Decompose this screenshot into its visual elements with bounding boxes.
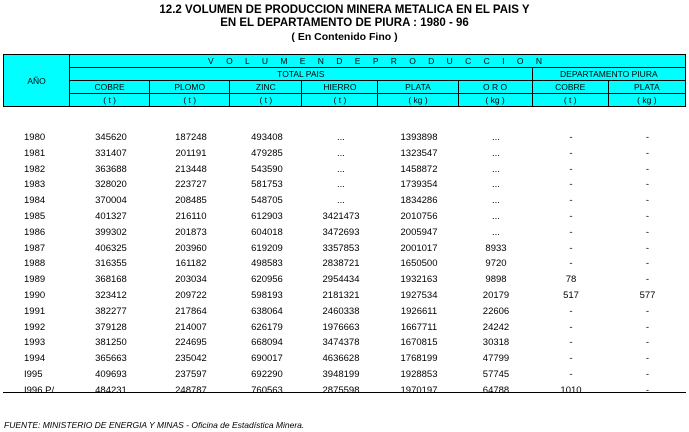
row-cell: 4636628 bbox=[322, 353, 360, 365]
row-cell: - bbox=[569, 242, 573, 254]
table-row bbox=[3, 164, 686, 180]
row-cell: 1739354 bbox=[400, 179, 438, 191]
row-year: 1994 bbox=[24, 353, 46, 365]
row-cell: 3472693 bbox=[322, 226, 360, 238]
row-cell: 382277 bbox=[95, 305, 127, 317]
row-cell: ... bbox=[337, 147, 345, 159]
row-year: 1992 bbox=[24, 321, 46, 333]
row-cell: 248787 bbox=[175, 384, 207, 396]
row-cell: 1393898 bbox=[400, 132, 438, 143]
row-cell: 363688 bbox=[95, 163, 127, 175]
row-cell: 201873 bbox=[175, 226, 207, 238]
col-unit-zinc: ( t ) bbox=[230, 94, 302, 107]
row-cell: 2875598 bbox=[322, 384, 360, 396]
table-row bbox=[3, 337, 686, 353]
row-cell: ... bbox=[492, 195, 500, 207]
row-cell: 214007 bbox=[175, 321, 207, 333]
row-cell: 1650500 bbox=[400, 258, 438, 270]
title-line-2: EN EL DEPARTAMENTO DE PIURA : 1980 - 96 bbox=[220, 17, 469, 29]
header-ano: AÑO bbox=[4, 55, 70, 107]
row-cell: ... bbox=[492, 211, 500, 222]
table-row bbox=[3, 385, 686, 401]
row-cell: 379128 bbox=[95, 321, 127, 333]
row-year: 1986 bbox=[24, 226, 46, 238]
row-cell: 620956 bbox=[251, 274, 283, 286]
row-cell: 328020 bbox=[95, 179, 127, 191]
row-cell: 331407 bbox=[95, 147, 127, 159]
row-cell: 365663 bbox=[95, 353, 127, 365]
row-cell: ... bbox=[492, 132, 500, 143]
table-row bbox=[3, 243, 686, 259]
row-year: 1983 bbox=[24, 179, 46, 191]
row-cell: - bbox=[645, 321, 650, 333]
row-year: 1982 bbox=[24, 163, 46, 175]
row-cell: - bbox=[569, 369, 573, 380]
row-cell: 323412 bbox=[95, 290, 127, 301]
row-cell: 203034 bbox=[175, 274, 207, 286]
row-cell: 399302 bbox=[95, 226, 127, 238]
row-year: 1984 bbox=[24, 195, 46, 207]
header-total-pais: TOTAL PAIS bbox=[70, 68, 533, 81]
row-cell: ... bbox=[492, 147, 500, 159]
row-cell: 1010 bbox=[560, 384, 582, 396]
row-cell: - bbox=[645, 163, 650, 175]
row-cell: 213448 bbox=[175, 163, 207, 175]
row-cell: - bbox=[569, 163, 573, 175]
row-cell: 1323547 bbox=[400, 147, 438, 159]
row-cell: ... bbox=[492, 163, 500, 175]
row-cell: 217864 bbox=[175, 305, 207, 317]
row-cell: 1670815 bbox=[400, 337, 438, 349]
row-cell: 1927534 bbox=[400, 290, 438, 301]
row-year: 1989 bbox=[24, 274, 46, 286]
row-year: I996 P/ bbox=[24, 384, 55, 396]
table-body bbox=[3, 118, 686, 396]
col-name-plomo: PLOMO bbox=[150, 81, 230, 94]
row-cell: 57745 bbox=[482, 369, 510, 380]
row-cell: 20179 bbox=[482, 290, 510, 301]
table-row bbox=[3, 211, 686, 227]
row-cell: 1970197 bbox=[400, 384, 438, 396]
table-row bbox=[3, 274, 686, 290]
row-cell: 598193 bbox=[251, 290, 283, 301]
table-header bbox=[3, 54, 686, 107]
table-row bbox=[3, 227, 686, 243]
row-cell: 209722 bbox=[175, 290, 207, 301]
row-cell: 517 bbox=[563, 290, 579, 301]
row-cell: 3357853 bbox=[322, 242, 360, 254]
row-year: 1985 bbox=[24, 211, 46, 222]
row-cell: 8933 bbox=[485, 242, 507, 254]
row-cell: ... bbox=[492, 179, 500, 191]
row-cell: ... bbox=[492, 226, 500, 238]
row-cell: ... bbox=[337, 195, 345, 207]
row-cell: ... bbox=[337, 179, 345, 191]
row-cell: 406325 bbox=[95, 242, 127, 254]
row-cell: 668094 bbox=[251, 337, 283, 349]
row-cell: 201191 bbox=[175, 147, 207, 159]
table-row bbox=[3, 322, 686, 338]
col-unit-cobre-piura: ( t ) bbox=[532, 94, 608, 107]
row-cell: 1834286 bbox=[400, 195, 438, 207]
row-cell: - bbox=[569, 132, 573, 143]
row-cell: 370004 bbox=[95, 195, 127, 207]
row-cell: - bbox=[569, 195, 573, 207]
col-unit-plata-piura: ( kg ) bbox=[608, 94, 685, 107]
col-unit-hierro: ( t ) bbox=[302, 94, 378, 107]
row-cell: 3948199 bbox=[322, 369, 360, 380]
table-row bbox=[3, 306, 686, 322]
row-cell: - bbox=[569, 353, 573, 365]
row-cell: 9720 bbox=[485, 258, 507, 270]
row-year: 1990 bbox=[24, 290, 46, 301]
row-cell: 543590 bbox=[251, 163, 283, 175]
row-cell: 345620 bbox=[95, 132, 127, 143]
row-cell: 368168 bbox=[95, 274, 127, 286]
row-cell: - bbox=[569, 337, 573, 349]
row-cell: 2954434 bbox=[322, 274, 360, 286]
row-year: 1981 bbox=[24, 147, 46, 159]
row-cell: 760563 bbox=[251, 384, 283, 396]
table-row bbox=[3, 179, 686, 195]
row-cell: 619209 bbox=[251, 242, 283, 254]
title-line-1: 12.2 VOLUMEN DE PRODUCCION MINERA METALICA EN EL PAIS Y bbox=[159, 4, 530, 16]
row-cell: 381250 bbox=[95, 337, 127, 349]
row-cell: 604018 bbox=[251, 226, 283, 238]
row-cell: 47799 bbox=[482, 353, 510, 365]
row-cell: - bbox=[645, 258, 650, 270]
row-cell: 2460338 bbox=[322, 305, 360, 317]
row-cell: - bbox=[645, 384, 650, 396]
row-cell: 692290 bbox=[251, 369, 283, 380]
row-cell: - bbox=[569, 305, 573, 317]
row-cell: ... bbox=[337, 132, 345, 143]
row-cell: 690017 bbox=[251, 353, 283, 365]
col-unit-plata: ( kg ) bbox=[378, 94, 458, 107]
row-cell: 479285 bbox=[251, 147, 283, 159]
row-cell: 224695 bbox=[175, 337, 207, 349]
row-cell: 2005947 bbox=[400, 226, 438, 238]
row-cell: - bbox=[645, 337, 650, 349]
col-unit-plomo: ( t ) bbox=[150, 94, 230, 107]
row-cell: ... bbox=[337, 163, 345, 175]
row-cell: - bbox=[569, 258, 573, 270]
col-name-cobre: COBRE bbox=[70, 81, 150, 94]
row-cell: 2181321 bbox=[322, 290, 360, 301]
col-unit-cobre: ( t ) bbox=[70, 94, 150, 107]
row-cell: - bbox=[645, 179, 650, 191]
row-cell: 1932163 bbox=[400, 274, 438, 286]
table-row bbox=[3, 148, 686, 164]
row-cell: - bbox=[645, 369, 650, 380]
table-row bbox=[3, 290, 686, 306]
row-cell: - bbox=[645, 211, 650, 222]
row-cell: 24242 bbox=[482, 321, 510, 333]
row-cell: 2838721 bbox=[322, 258, 360, 270]
row-cell: - bbox=[569, 179, 573, 191]
row-year: 1988 bbox=[24, 258, 46, 270]
row-cell: 626179 bbox=[251, 321, 283, 333]
row-cell: 316355 bbox=[95, 258, 127, 270]
source-note: FUENTE: MINISTERIO DE ENERGIA Y MINAS - Oficina de Estadística Minera. bbox=[4, 420, 305, 430]
row-year: 1991 bbox=[24, 305, 46, 317]
row-cell: 237597 bbox=[175, 369, 207, 380]
row-cell: 30318 bbox=[482, 337, 510, 349]
row-cell: - bbox=[645, 226, 650, 238]
row-year: 1993 bbox=[24, 337, 46, 349]
row-cell: - bbox=[645, 274, 650, 286]
row-cell: 3421473 bbox=[322, 211, 360, 222]
row-cell: 548705 bbox=[251, 195, 283, 207]
row-cell: 1976663 bbox=[322, 321, 360, 333]
row-cell: - bbox=[645, 195, 650, 207]
row-year: I995 bbox=[24, 369, 43, 380]
col-name-plata: PLATA bbox=[378, 81, 458, 94]
row-cell: 203960 bbox=[175, 242, 207, 254]
header-departamento: DEPARTAMENTO PIURA bbox=[532, 68, 685, 81]
col-name-plata-piura: PLATA bbox=[608, 81, 685, 94]
table-row bbox=[3, 195, 686, 211]
row-cell: 409693 bbox=[95, 369, 127, 380]
row-cell: 1926611 bbox=[400, 305, 438, 317]
row-year: 1987 bbox=[24, 242, 46, 254]
col-name-hierro: HIERRO bbox=[302, 81, 378, 94]
row-cell: 161182 bbox=[175, 258, 207, 270]
row-cell: 9898 bbox=[485, 274, 507, 286]
row-cell: 216110 bbox=[175, 211, 207, 222]
row-cell: 78 bbox=[565, 274, 577, 286]
row-year: 1980 bbox=[24, 132, 46, 143]
row-cell: 484231 bbox=[95, 384, 127, 396]
col-unit-oro: ( kg ) bbox=[458, 94, 532, 107]
table-row bbox=[3, 369, 686, 385]
row-cell: 1458872 bbox=[400, 163, 438, 175]
row-cell: 1928853 bbox=[400, 369, 438, 380]
row-cell: - bbox=[569, 226, 573, 238]
table-row bbox=[3, 258, 686, 274]
row-cell: - bbox=[569, 321, 573, 333]
row-cell: 498583 bbox=[251, 258, 283, 270]
row-cell: 493408 bbox=[251, 132, 283, 143]
row-cell: 581753 bbox=[251, 179, 283, 191]
row-cell: 401327 bbox=[95, 211, 127, 222]
row-cell: 235042 bbox=[175, 353, 207, 365]
row-cell: 208485 bbox=[175, 195, 207, 207]
row-cell: 3474378 bbox=[322, 337, 360, 349]
row-cell: 223727 bbox=[175, 179, 207, 191]
row-cell: - bbox=[645, 132, 650, 143]
row-cell: 1667711 bbox=[400, 321, 438, 333]
row-cell: - bbox=[569, 147, 573, 159]
row-cell: - bbox=[645, 242, 650, 254]
row-cell: 612903 bbox=[251, 211, 283, 222]
row-cell: - bbox=[645, 147, 650, 159]
col-name-oro: O R O bbox=[458, 81, 532, 94]
row-cell: 638064 bbox=[251, 305, 283, 317]
title-line-3: ( En Contenido Fino ) bbox=[291, 31, 398, 43]
col-name-zinc: ZINC bbox=[230, 81, 302, 94]
row-cell: 2001017 bbox=[400, 242, 438, 254]
row-cell: - bbox=[645, 353, 650, 365]
row-cell: 22606 bbox=[482, 305, 510, 317]
row-cell: - bbox=[569, 211, 573, 222]
row-cell: 2010756 bbox=[400, 211, 438, 222]
row-cell: 1768199 bbox=[400, 353, 438, 365]
col-name-cobre-piura: COBRE bbox=[532, 81, 608, 94]
row-cell: 64788 bbox=[482, 384, 510, 396]
table-row bbox=[3, 132, 686, 148]
header-volumen: V O L U M E N D E P R O D U C C I O N bbox=[70, 55, 686, 68]
row-cell: 187248 bbox=[175, 132, 207, 143]
table-row bbox=[3, 353, 686, 369]
row-cell: 577 bbox=[639, 290, 656, 301]
row-cell: - bbox=[645, 305, 650, 317]
